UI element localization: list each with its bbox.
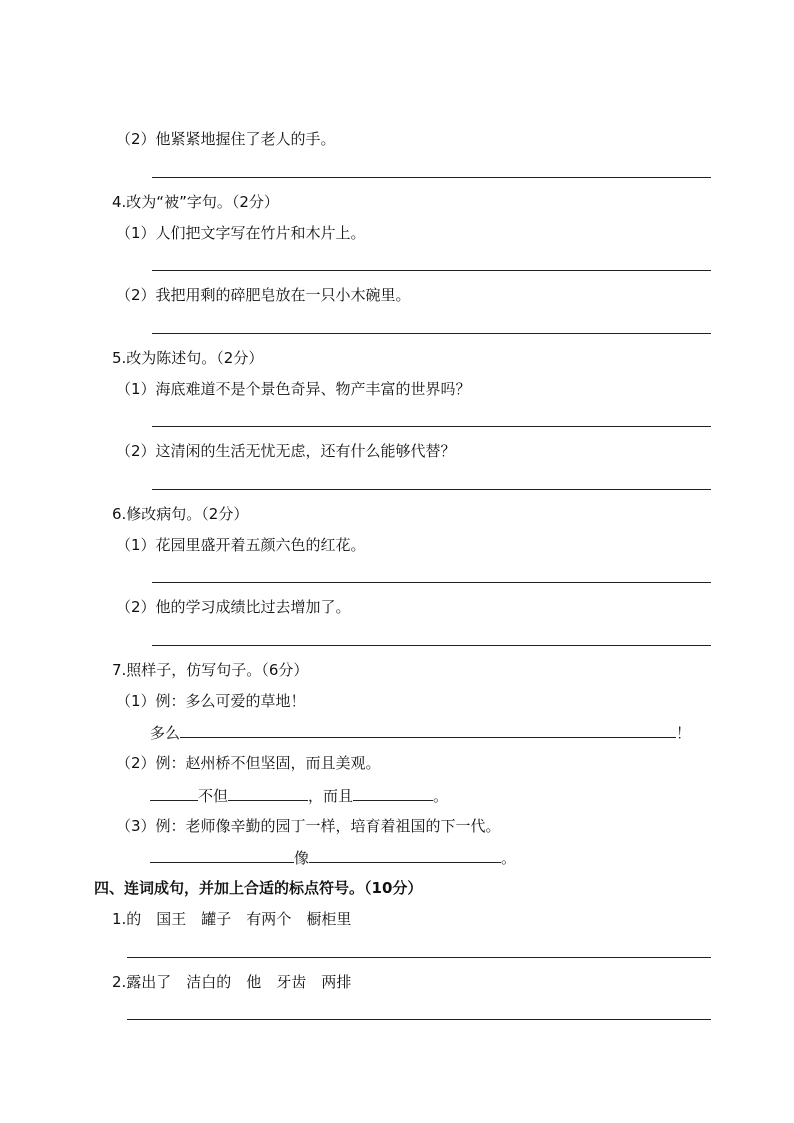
fill-in-row-2: [150, 785, 448, 806]
answer-line[interactable]: [152, 645, 711, 646]
fill-word: 像: [294, 849, 310, 867]
answer-line[interactable]: [152, 177, 711, 178]
question-title: 5.改为陈述句。（2分）: [112, 349, 264, 367]
answer-line[interactable]: [152, 582, 711, 583]
answer-line[interactable]: [127, 1019, 711, 1020]
question-item: （2）这清闲的生活无忧无虑，还有什么能够代替？: [116, 442, 456, 460]
fill-word: 不但: [198, 787, 229, 805]
fill-blank[interactable]: [180, 722, 676, 738]
fill-suffix: ！: [676, 724, 692, 742]
question-title: 6.修改病句。（2分）: [112, 505, 249, 523]
question-item: （2）他的学习成绩比过去增加了。: [116, 598, 351, 616]
fill-in-row-1: [150, 722, 691, 743]
question-title: 7.照样子，仿写句子。（6分）: [112, 661, 309, 679]
fill-in-row-3: [150, 847, 516, 868]
question-item: （2）他紧紧地握住了老人的手。: [116, 130, 336, 148]
answer-line[interactable]: [152, 489, 711, 490]
fill-blank[interactable]: [150, 847, 294, 863]
fill-blank[interactable]: [150, 785, 198, 801]
example-sentence: （3）例：老师像辛勤的园丁一样，培育着祖国的下一代。: [116, 817, 501, 835]
section-title: 四、连词成句，并加上合适的标点符号。（10分）: [94, 879, 423, 897]
question-item: 2.露出了 洁白的 他 牙齿 两排: [112, 973, 352, 991]
answer-line[interactable]: [152, 333, 711, 334]
question-item: 1.的 国王 罐子 有两个 橱柜里: [112, 910, 352, 928]
fill-end: 。: [501, 849, 517, 867]
answer-line[interactable]: [152, 426, 711, 427]
question-title: 4.改为“被”字句。（2分）: [112, 193, 279, 211]
example-sentence: （2）例：赵州桥不但坚固，而且美观。: [116, 754, 381, 772]
question-item: （1）花园里盛开着五颜六色的红花。: [116, 536, 366, 554]
question-item: （1）人们把文字写在竹片和木片上。: [116, 224, 366, 242]
fill-blank[interactable]: [228, 785, 308, 801]
example-sentence: （1）例：多么可爱的草地！: [116, 692, 306, 710]
question-item: （2）我把用剩的碎肥皂放在一只小木碗里。: [116, 286, 411, 304]
answer-line[interactable]: [152, 270, 711, 271]
fill-end: 。: [433, 787, 449, 805]
fill-blank[interactable]: [353, 785, 433, 801]
fill-blank[interactable]: [309, 847, 501, 863]
question-item: （1）海底难道不是个景色奇异、物产丰富的世界吗？: [116, 380, 471, 398]
fill-prefix: 多么: [150, 724, 181, 742]
answer-line[interactable]: [127, 957, 711, 958]
fill-word: ，而且: [308, 787, 354, 805]
